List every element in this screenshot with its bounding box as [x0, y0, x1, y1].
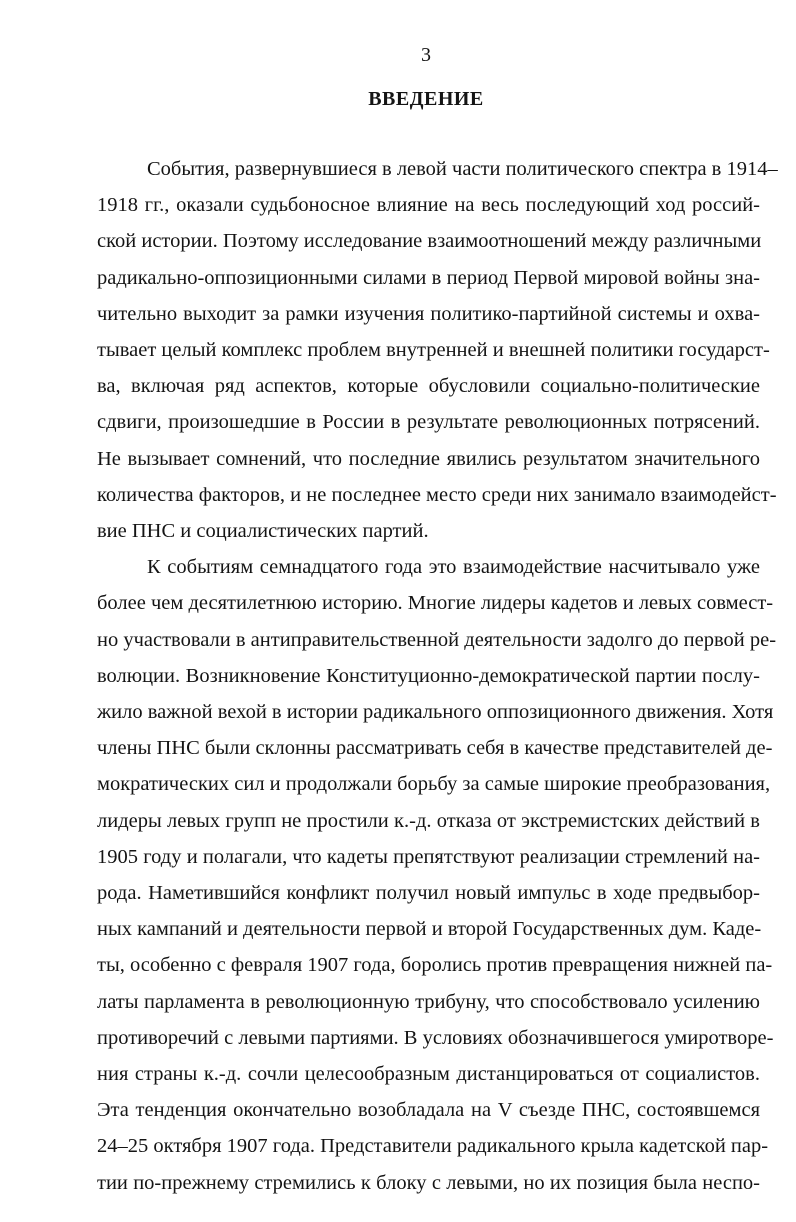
text-line: лидеры левых групп не простили к.-д. отказа от экстремистских действий в — [97, 809, 760, 832]
text-line: События, развернувшиеся в левой части политического спектра в 1914– — [147, 158, 778, 180]
text-line: латы парламента в революционную трибуну, что способствовало усилению — [97, 990, 760, 1013]
text-line: ных кампаний и деятельности первой и второй Государственных дум. Каде- — [97, 918, 762, 941]
text-line: члены ПНС были склонны рассматривать себя в качестве представителей де- — [97, 737, 773, 760]
text-line: радикально-оппозиционными силами в период Первой мировой войны зна- — [97, 266, 760, 289]
text-line: К событиям семнадцатого года это взаимодействие насчитывало уже — [147, 556, 760, 579]
text-line: количества факторов, и не последнее место среди них занимало взаимодейст- — [97, 483, 777, 506]
text-line: Эта тенденция окончательно возобладала на V съезде ПНС, состоявшемся — [97, 1099, 760, 1122]
text-line: чительно выходит за рамки изучения политико-партийной системы и охва- — [97, 302, 760, 325]
text-line: ты, особенно с февраля 1907 года, боролись против превращения нижней па- — [97, 954, 773, 977]
text-line: сдвиги, произошедшие в России в результате революционных потрясений. — [97, 411, 760, 434]
text-line: жило важной вехой в истории радикального оппозиционного движения. Хотя — [97, 701, 774, 723]
text-line: ния страны к.-д. сочли целесообразным дистанцироваться от социалистов. — [97, 1063, 760, 1085]
text-line: но участвовали в антиправительственной деятельности задолго до первой ре- — [97, 628, 777, 651]
page-number: 3 — [421, 44, 431, 66]
text-line: 1905 году и полагали, что кадеты препятствуют реализации стремлений на- — [97, 845, 760, 868]
text-line: 24–25 октября 1907 года. Представители радикального крыла кадетской пар- — [97, 1135, 769, 1158]
text-line: 1918 гг., оказали судьбоносное влияние на весь последующий ход россий- — [97, 194, 760, 217]
text-line: ской истории. Поэтому исследование взаимоотношений между различными — [97, 230, 762, 253]
text-line: мократических сил и продолжали борьбу за самые широкие преобразования, — [97, 773, 771, 796]
text-line: вие ПНС и социалистических партий. — [97, 520, 429, 542]
text-line: Не вызывает сомнений, что последние явились результатом значительного — [97, 447, 760, 470]
page-title: ВВЕДЕНИЕ — [368, 88, 484, 110]
text-line: тии по-прежнему стремились к блоку с левыми, но их позиция была неспо- — [97, 1171, 760, 1194]
text-line: рода. Наметившийся конфликт получил новый импульс в ходе предвыбор- — [97, 882, 760, 904]
text-line: тывает целый комплекс проблем внутренней и внешней политики государст- — [97, 339, 770, 361]
text-line: противоречий с левыми партиями. В условиях обозначившегося умиротворе- — [97, 1026, 774, 1049]
text-line: волюции. Возникновение Конституционно-демократической партии послу- — [97, 664, 760, 687]
text-line: более чем десятилетнюю историю. Многие лидеры кадетов и левых совмест- — [97, 592, 774, 615]
text-line: ва, включая ряд аспектов, которые обусловили социально-политические — [97, 375, 760, 398]
